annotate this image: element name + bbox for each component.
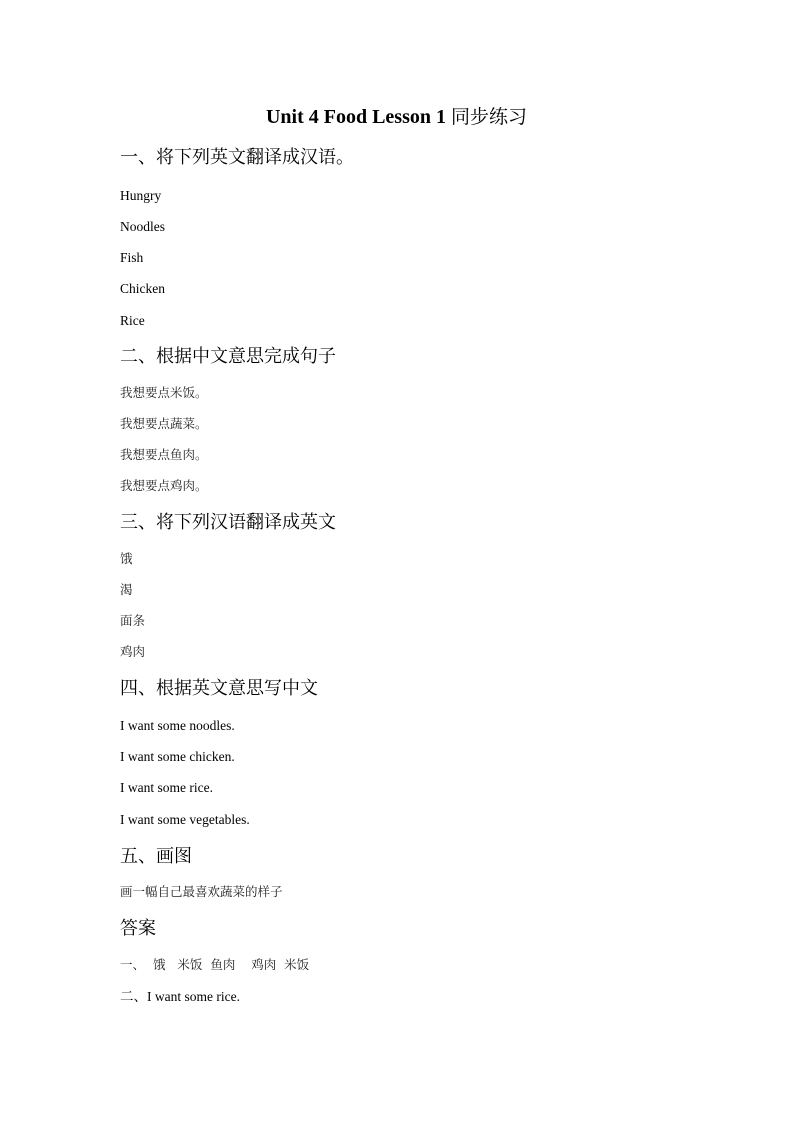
section-4-item: I want some vegetables. — [120, 812, 250, 827]
section-3-item: 鸡肉 — [120, 644, 146, 659]
section-2-item: 我想要点蔬菜。 — [120, 416, 208, 431]
section-3-heading: 三、将下列汉语翻译成英文 — [120, 512, 336, 533]
section-4-heading: 四、根据英文意思写中文 — [120, 678, 318, 699]
section-1-item: Rice — [120, 313, 145, 328]
section-1-heading: 一、将下列英文翻译成汉语。 — [120, 147, 354, 168]
section-1-item: Noodles — [120, 219, 165, 234]
section-4-item: I want some chicken. — [120, 749, 235, 764]
answer-line-2: 二、I want some rice. — [120, 989, 240, 1004]
section-3-item: 饿 — [120, 551, 133, 566]
section-1-item: Chicken — [120, 281, 165, 296]
section-5-item: 画一幅自己最喜欢蔬菜的样子 — [120, 884, 283, 899]
section-2-heading: 二、根据中文意思完成句子 — [120, 346, 336, 367]
section-1-item: Hungry — [120, 188, 162, 203]
section-3-item: 渴 — [120, 582, 133, 597]
section-1-item: Fish — [120, 250, 144, 265]
section-2-item: 我想要点米饭。 — [120, 385, 208, 400]
section-3-item: 面条 — [120, 613, 146, 628]
answer-line-1: 一、 饿 米饭 鱼肉 鸡肉 米饭 — [120, 957, 310, 972]
section-4-item: I want some rice. — [120, 780, 213, 795]
section-4-item: I want some noodles. — [120, 718, 235, 733]
title-english: Unit 4 Food Lesson 1 — [265, 106, 446, 128]
section-2-item: 我想要点鸡肉。 — [120, 478, 208, 493]
answers-heading: 答案 — [120, 918, 156, 939]
section-5-heading: 五、画图 — [120, 846, 192, 867]
title-chinese: 同步练习 — [451, 106, 528, 128]
document-title — [0, 104, 793, 130]
section-2-item: 我想要点鱼肉。 — [120, 447, 208, 462]
